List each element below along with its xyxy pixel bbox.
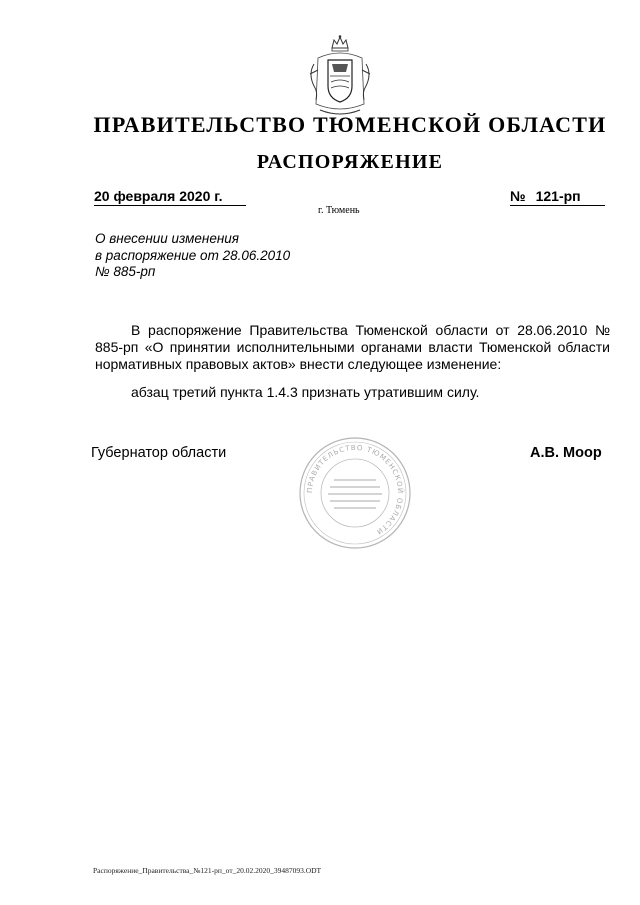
subject-line: в распоряжение от 28.06.2010: [95, 247, 291, 263]
coat-of-arms-icon: [304, 34, 376, 120]
government-title: ПРАВИТЕЛЬСТВО ТЮМЕНСКОЙ ОБЛАСТИ: [93, 112, 607, 137]
city-label: г. Тюмень: [318, 205, 360, 216]
official-seal-stamp: [298, 436, 412, 550]
subject-line: № 885-рп: [95, 264, 156, 279]
signer-role: Губернатор области: [91, 445, 227, 461]
footer-filename: Распоряжение_Правительства_№121-рп_от_20.02.2020_39487093.ODT: [93, 866, 322, 875]
document-type: РАСПОРЯЖЕНИЕ: [256, 151, 444, 173]
subject-line: О внесении изменения: [95, 231, 240, 246]
body-text: [95, 322, 610, 401]
subject-block: [95, 231, 335, 281]
seal-text: ПРАВИТЕЛЬСТВО ТЮМЕНСКОЙ ОБЛАСТИ: [305, 443, 405, 537]
body-item: абзац третий пункта 1.4.3 признать утратившим силу.: [131, 384, 480, 400]
document-date: 20 февраля 2020 г.: [94, 187, 246, 206]
number-sign: №: [510, 188, 526, 204]
document-number: 121-рп: [535, 188, 581, 204]
body-paragraph: В распоряжение Правительства Тюменской области от 28.06.2010 № 885-рп «О принятии исполнительными органами власти Тюменской области нормативных правовых актов» внести следующее изменение:: [95, 322, 610, 372]
signer-name: А.В. Моор: [530, 445, 602, 461]
document-number-field: [510, 187, 605, 206]
